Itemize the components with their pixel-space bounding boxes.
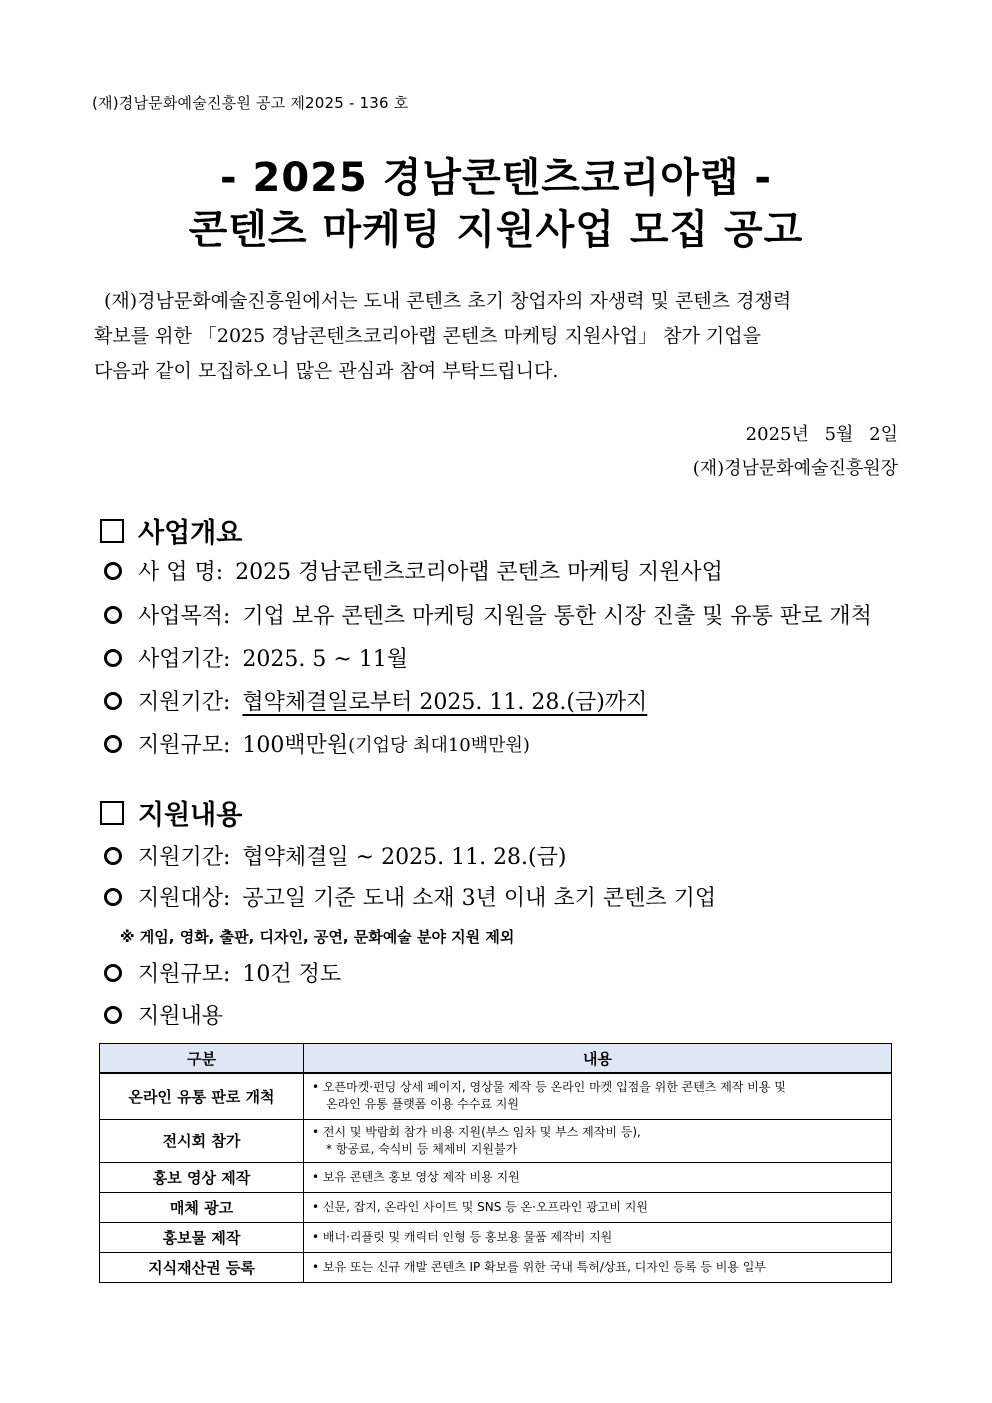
section-support-heading bbox=[100, 793, 242, 832]
row-description bbox=[304, 1252, 892, 1282]
notice-number: (재)경남문화예술진흥원 공고 제2025 - 136 호 bbox=[92, 94, 409, 112]
desc-line: • 보유 또는 신규 개발 콘텐츠 IP 확보를 위한 국내 특허/상표, 디자인 등록 등 비용 일부 bbox=[312, 1259, 883, 1276]
title-line-1: - 2025 경남콘텐츠코리아랩 - bbox=[219, 155, 773, 201]
overview-item-scale bbox=[104, 728, 530, 759]
desc-line: * 항공료, 숙식비 등 체제비 지원불가 bbox=[326, 1141, 518, 1156]
desc-line: • 배너·리플릿 및 캐릭터 인형 등 홍보용 물품 제작비 지원 bbox=[312, 1229, 883, 1246]
item-label: 사업기간: bbox=[138, 647, 231, 672]
circle-bullet-icon bbox=[104, 692, 122, 710]
support-item-content bbox=[104, 999, 235, 1030]
intro-line-3: 다음과 같이 모집하오니 많은 관심과 참여 부탁드립니다. bbox=[94, 360, 559, 382]
row-category: 홍보 영상 제작 bbox=[100, 1162, 304, 1192]
item-value: 2025 경남콘텐츠코리아랩 콘텐츠 마케팅 지원사업 bbox=[235, 560, 723, 585]
section-title: 지원내용 bbox=[138, 800, 243, 831]
section-title: 사업개요 bbox=[138, 518, 243, 549]
circle-bullet-icon bbox=[104, 888, 122, 906]
intro-line-2: 확보를 위한 「2025 경남콘텐츠코리아랩 콘텐츠 마케팅 지원사업」 참가 기업을 bbox=[94, 325, 761, 347]
checkbox-square-icon bbox=[100, 519, 124, 543]
table-header-row bbox=[100, 1044, 892, 1074]
intro-paragraph bbox=[94, 284, 898, 389]
overview-item-period bbox=[104, 642, 408, 673]
desc-line: • 오픈마켓·펀딩 상세 페이지, 영상물 제작 등 온라인 마켓 입점을 위한 콘텐츠 제작 비용 및 bbox=[312, 1079, 883, 1096]
table-row bbox=[100, 1119, 892, 1162]
desc-line: • 전시 및 박람회 참가 비용 지원(부스 임차 및 부스 제작비 등), bbox=[312, 1124, 883, 1141]
exclusion-note: ※ 게임, 영화, 출판, 디자인, 공연, 문화예술 분야 지원 제외 bbox=[120, 928, 515, 946]
row-description bbox=[304, 1073, 892, 1119]
section-overview-heading bbox=[100, 511, 242, 550]
row-description bbox=[304, 1162, 892, 1192]
item-value: 공고일 기준 도내 소재 3년 이내 초기 콘텐츠 기업 bbox=[242, 886, 717, 911]
circle-bullet-icon bbox=[104, 649, 122, 667]
table-row bbox=[100, 1162, 892, 1192]
intro-line-1: (재)경남문화예술진흥원에서는 도내 콘텐츠 초기 창업자의 자생력 및 콘텐츠 경쟁력 bbox=[104, 290, 792, 312]
row-description bbox=[304, 1119, 892, 1162]
circle-bullet-icon bbox=[104, 847, 122, 865]
issuer: (재)경남문화예술진흥원장 bbox=[692, 458, 898, 479]
circle-bullet-icon bbox=[104, 735, 122, 753]
header-content: 내용 bbox=[304, 1044, 892, 1074]
desc-line: 온라인 유통 플랫폼 이용 수수료 지원 bbox=[326, 1097, 519, 1112]
item-value: 협약체결일로부터 2025. 11. 28.(금)까지 bbox=[242, 690, 648, 715]
header-category: 구분 bbox=[100, 1044, 304, 1074]
desc-line: • 보유 콘텐츠 홍보 영상 제작 비용 지원 bbox=[312, 1169, 883, 1186]
support-item-target bbox=[104, 881, 716, 912]
row-category: 온라인 유통 판로 개척 bbox=[100, 1073, 304, 1119]
item-value: 10건 정도 bbox=[242, 962, 342, 987]
checkbox-square-icon bbox=[100, 801, 124, 825]
item-value: 100백만원 bbox=[242, 733, 349, 758]
circle-bullet-icon bbox=[104, 964, 122, 982]
table-row bbox=[100, 1192, 892, 1222]
table-row bbox=[100, 1073, 892, 1119]
title-line-2: 콘텐츠 마케팅 지원사업 모집 공고 bbox=[188, 207, 804, 253]
row-category: 홍보물 제작 bbox=[100, 1222, 304, 1252]
item-label: 지원규모: bbox=[138, 733, 231, 758]
row-category: 전시회 참가 bbox=[100, 1119, 304, 1162]
item-label: 사 업 명: bbox=[138, 560, 224, 585]
item-label: 지원대상: bbox=[138, 886, 231, 911]
item-label: 사업목적: bbox=[138, 604, 231, 629]
table-row bbox=[100, 1222, 892, 1252]
notice-date: 2025년 5월 2일 bbox=[745, 424, 898, 445]
circle-bullet-icon bbox=[104, 606, 122, 624]
item-label: 지원규모: bbox=[138, 962, 231, 987]
support-item-scale bbox=[104, 957, 341, 988]
item-label: 지원내용 bbox=[138, 1004, 224, 1029]
support-content-table bbox=[99, 1043, 892, 1283]
item-value-detail: (기업당 최대10백만원) bbox=[348, 734, 530, 756]
row-description bbox=[304, 1192, 892, 1222]
row-category: 매체 광고 bbox=[100, 1192, 304, 1222]
item-label: 지원기간: bbox=[138, 690, 231, 715]
overview-item-name bbox=[104, 555, 723, 586]
table-row bbox=[100, 1252, 892, 1282]
item-value: 협약체결일 ~ 2025. 11. 28.(금) bbox=[242, 845, 567, 870]
row-category: 지식재산권 등록 bbox=[100, 1252, 304, 1282]
desc-line: • 신문, 잡지, 온라인 사이트 및 SNS 등 온·오프라인 광고비 지원 bbox=[312, 1199, 883, 1216]
item-label: 지원기간: bbox=[138, 845, 231, 870]
item-value: 기업 보유 콘텐츠 마케팅 지원을 통한 시장 진출 및 유통 판로 개척 bbox=[242, 604, 872, 629]
row-description bbox=[304, 1222, 892, 1252]
support-item-period bbox=[104, 840, 566, 871]
overview-item-purpose bbox=[104, 599, 872, 630]
circle-bullet-icon bbox=[104, 562, 122, 580]
circle-bullet-icon bbox=[104, 1006, 122, 1024]
overview-item-support-period bbox=[104, 685, 647, 716]
item-value: 2025. 5 ~ 11월 bbox=[242, 647, 409, 672]
